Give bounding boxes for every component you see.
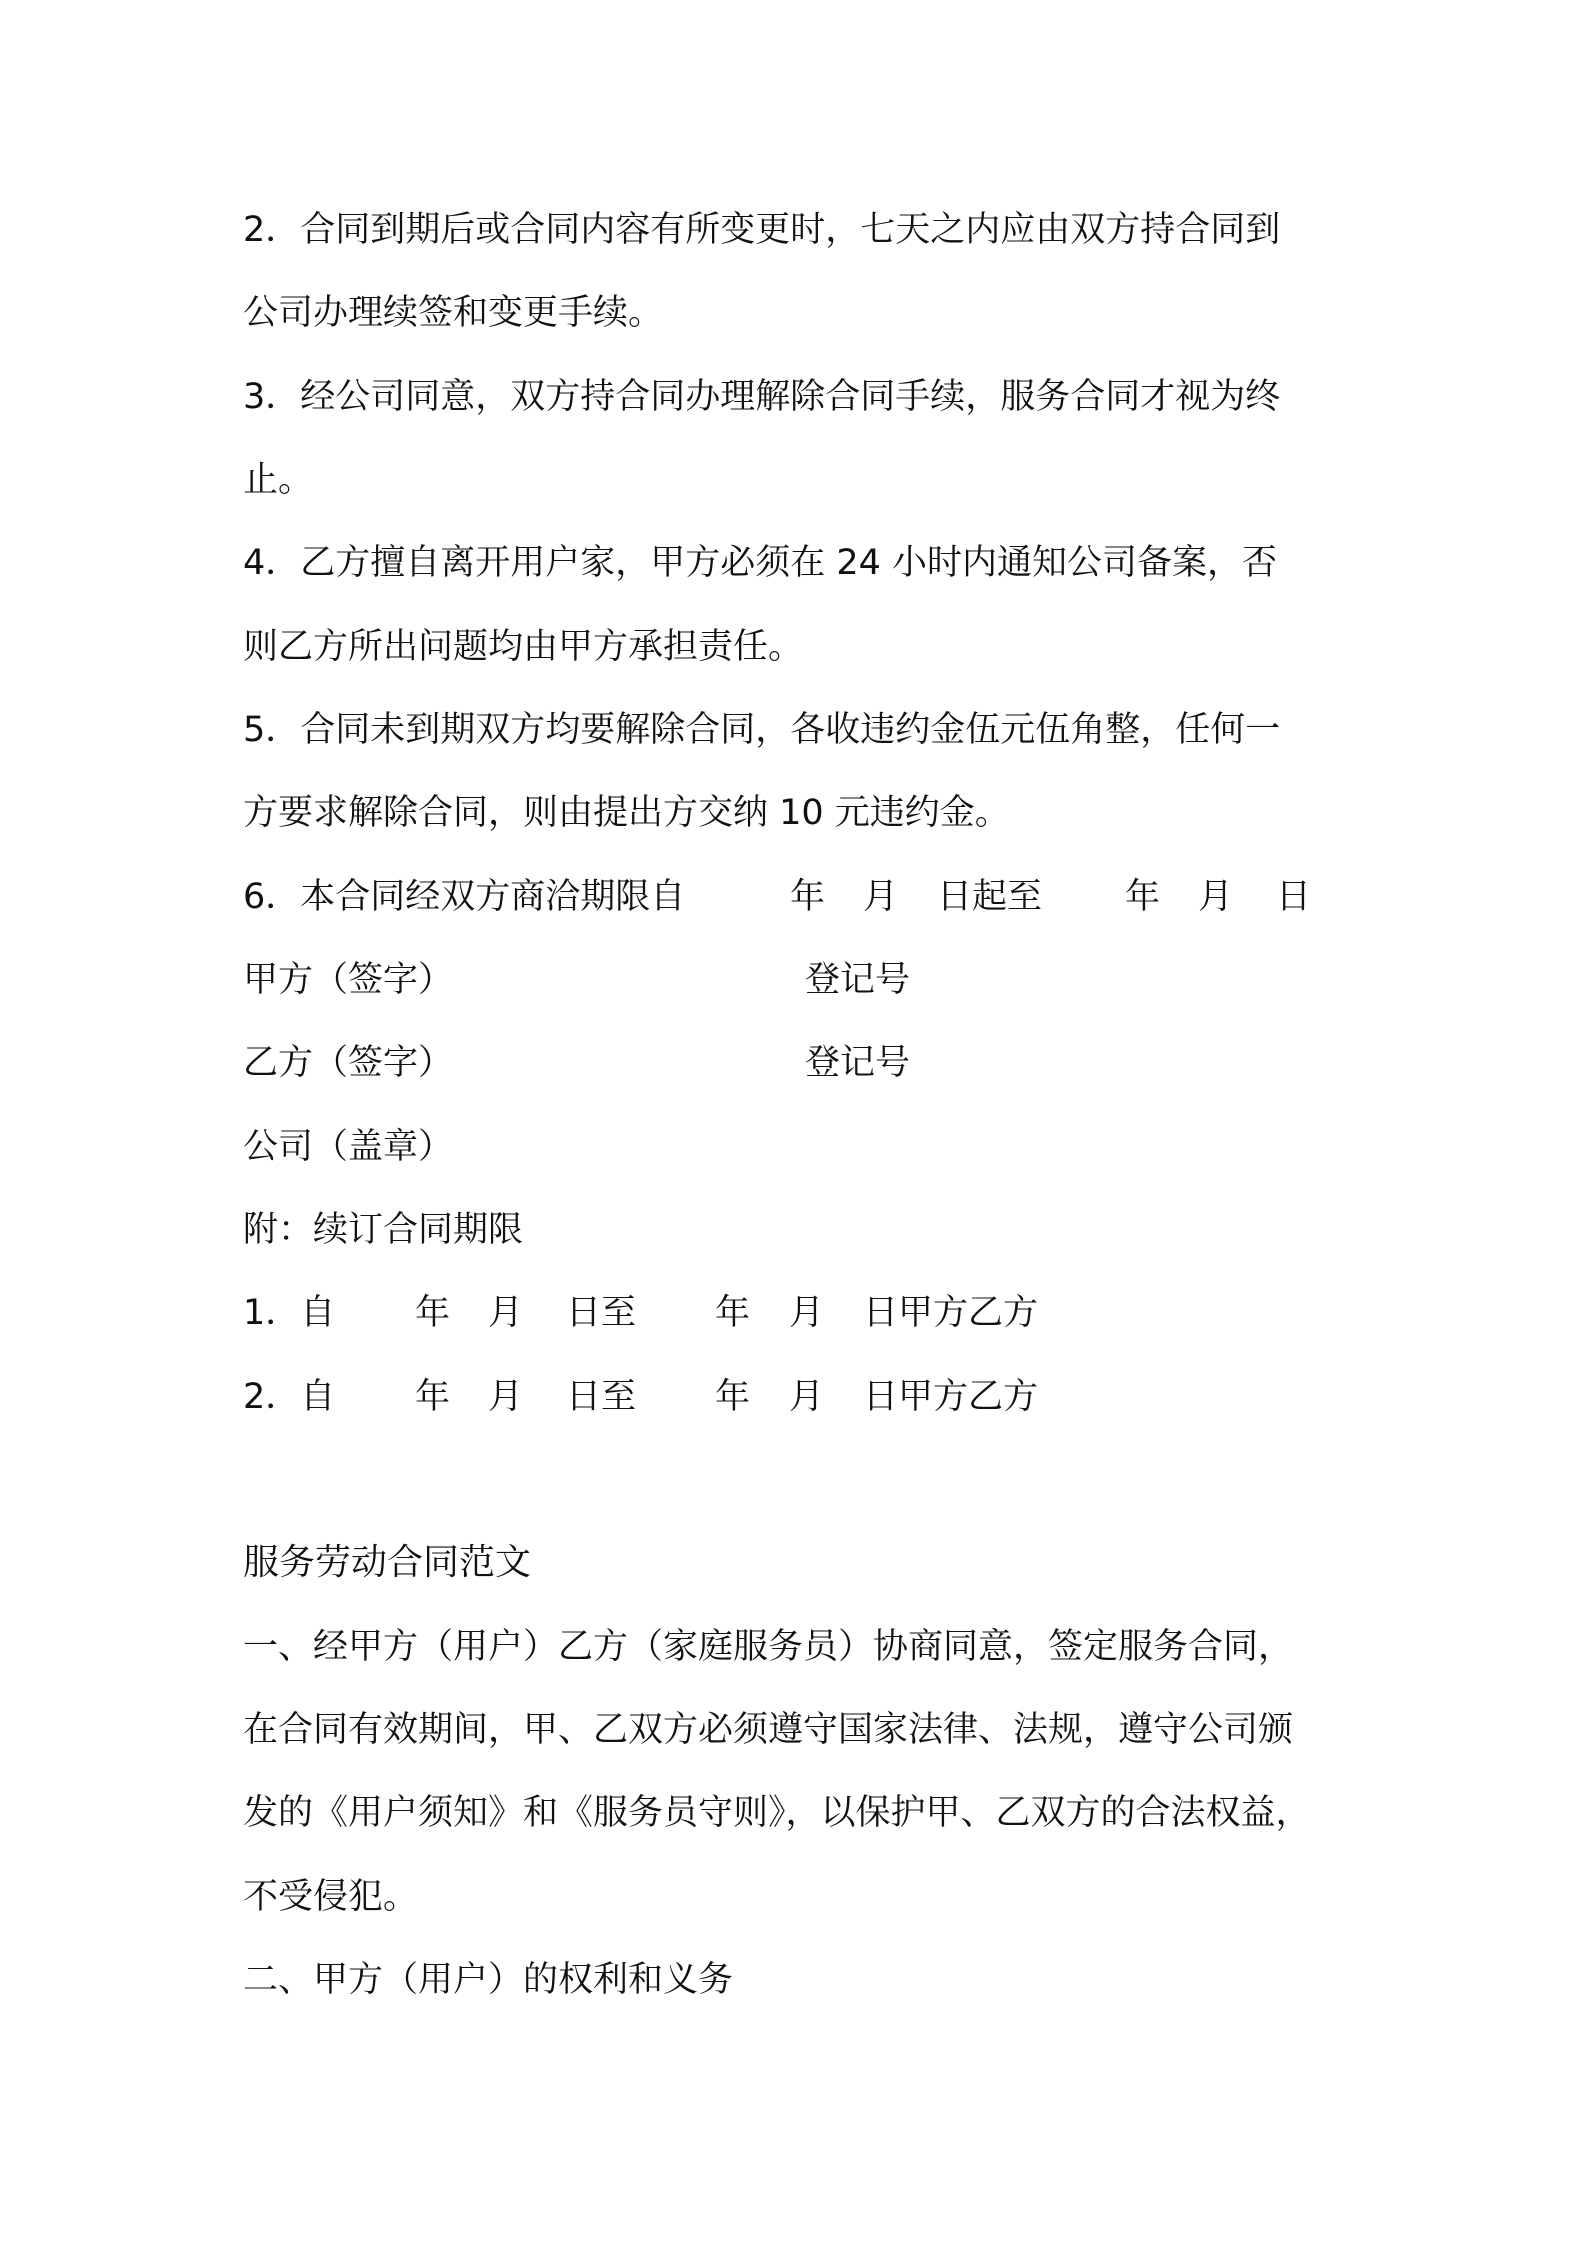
section-para-1-line-1: 一、经甲方（用户）乙方（家庭服务员）协商同意，签定服务合同， — [243, 1627, 1294, 1667]
company-seal-label: 公司（盖章） — [243, 1127, 454, 1167]
renewal-row-2-day: 日至 — [566, 1377, 637, 1417]
party-a-signature-label: 甲方（签字） — [243, 960, 454, 1000]
clause-6-prefix: 6．本合同经双方商洽期限自 — [243, 877, 686, 917]
section-title: 服务劳动合同范文 — [243, 1542, 532, 1583]
renewal-row-1-num: 1．自 — [243, 1293, 336, 1333]
section-para-2: 二、甲方（用户）的权利和义务 — [243, 1960, 734, 2000]
clause-6-day-2: 日 — [1276, 877, 1312, 917]
party-a-signature-line — [243, 955, 1243, 1005]
renewal-row-1-month-2: 月 — [789, 1293, 825, 1333]
clause-4-line-2: 则乙方所出问题均由甲方承担责任。 — [243, 627, 804, 667]
party-b-registration-label: 登记号 — [805, 1043, 911, 1083]
renewal-row-2-num: 2．自 — [243, 1377, 336, 1417]
clause-5-line-2: 方要求解除合同，则由提出方交纳 10 元违约金。 — [243, 793, 1010, 833]
clause-6-year-1: 年 — [790, 877, 826, 917]
renewal-row-2-year-2: 年 — [715, 1377, 751, 1417]
renewal-row-1-year: 年 — [415, 1293, 451, 1333]
clause-6-day-1: 日起至 — [937, 877, 1043, 917]
renewal-row-1-tail: 日甲方乙方 — [863, 1293, 1039, 1333]
clause-4-line-1: 4．乙方擅自离开用户家，甲方必须在 24 小时内通知公司备案，否 — [243, 543, 1278, 583]
party-b-signature-line — [243, 1038, 1243, 1088]
renewal-row-2-year: 年 — [415, 1377, 451, 1417]
renewal-row-2-month: 月 — [488, 1377, 524, 1417]
section-para-1-line-3: 发的《用户须知》和《服务员守则》，以保护甲、乙双方的合法权益， — [243, 1793, 1311, 1833]
clause-6-month-2: 月 — [1198, 877, 1234, 917]
clause-6-year-2: 年 — [1125, 877, 1161, 917]
renewal-row-2 — [243, 1372, 1243, 1422]
renewal-row-2-month-2: 月 — [789, 1377, 825, 1417]
clause-3-line-2: 止。 — [243, 460, 314, 500]
clause-6-line — [243, 872, 1343, 922]
renewal-row-1 — [243, 1288, 1243, 1338]
party-b-signature-label: 乙方（签字） — [243, 1043, 454, 1083]
section-para-1-line-4: 不受侵犯。 — [243, 1877, 419, 1917]
clause-2-line-1: 2．合同到期后或合同内容有所变更时，七天之内应由双方持合同到 — [243, 210, 1281, 250]
renewal-row-1-year-2: 年 — [715, 1293, 751, 1333]
renewal-row-1-month: 月 — [488, 1293, 524, 1333]
clause-3-line-1: 3．经公司同意，双方持合同办理解除合同手续，服务合同才视为终 — [243, 377, 1281, 417]
clause-2-line-2: 公司办理续签和变更手续。 — [243, 293, 664, 333]
renewal-row-2-tail: 日甲方乙方 — [863, 1377, 1039, 1417]
party-a-registration-label: 登记号 — [805, 960, 911, 1000]
clause-6-month-1: 月 — [863, 877, 899, 917]
renewal-row-1-day: 日至 — [566, 1293, 637, 1333]
renewal-heading: 附：续订合同期限 — [243, 1210, 524, 1250]
clause-5-line-1: 5．合同未到期双方均要解除合同，各收违约金伍元伍角整，任何一 — [243, 710, 1281, 750]
section-para-1-line-2: 在合同有效期间，甲、乙双方必须遵守国家法律、法规，遵守公司颁 — [243, 1710, 1294, 1750]
